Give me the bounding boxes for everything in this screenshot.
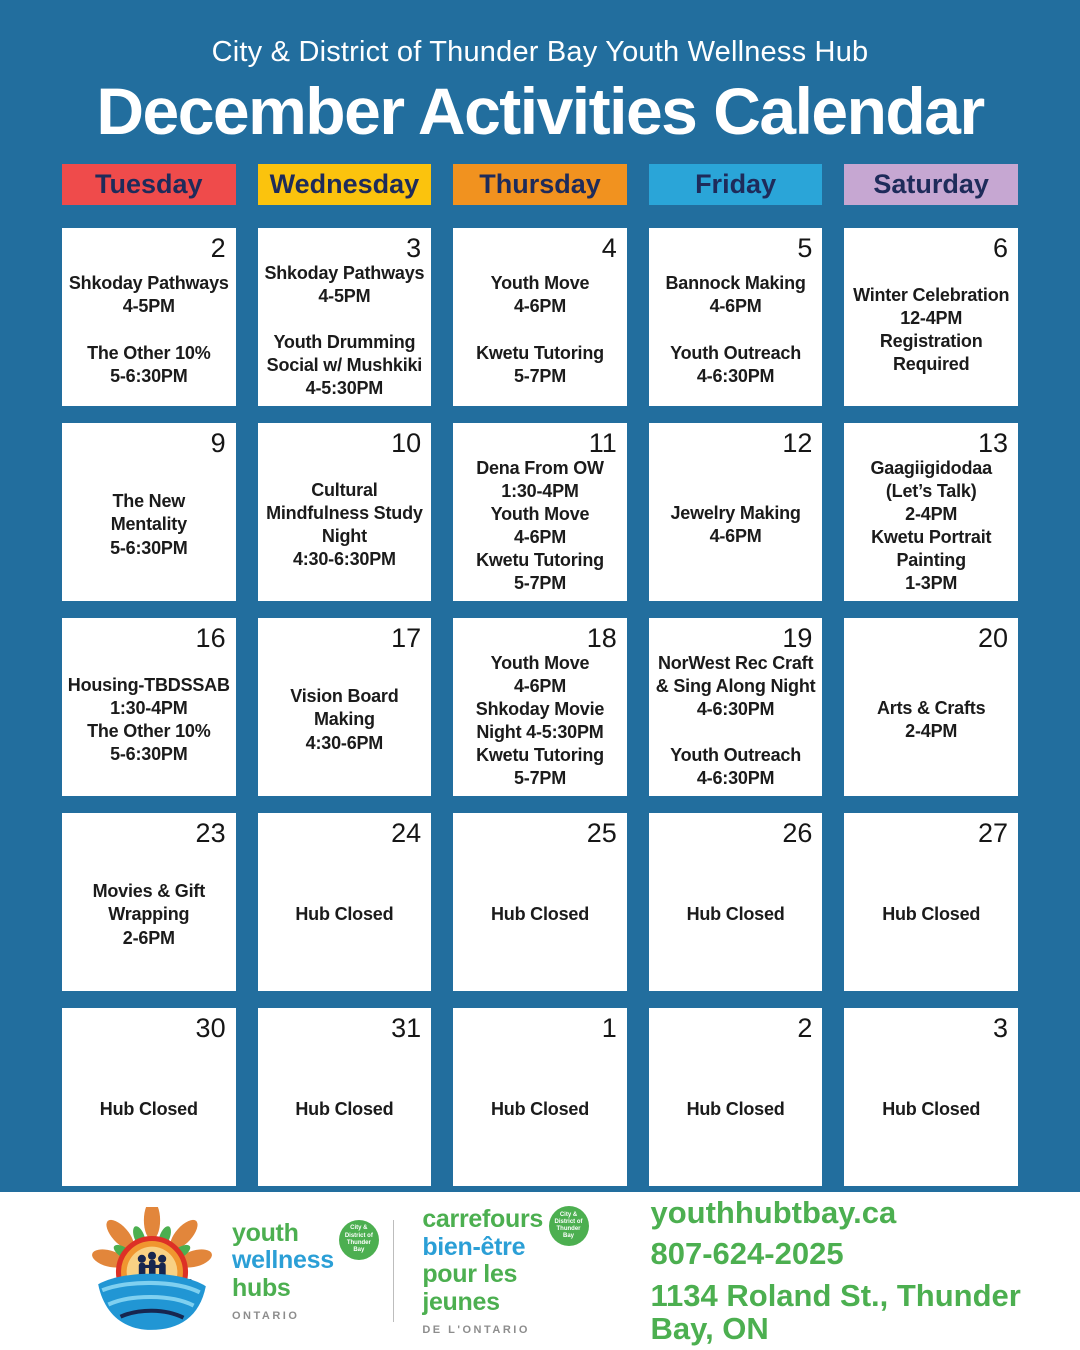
- date-number: 12: [782, 428, 813, 458]
- event-line: Youth Move: [490, 653, 590, 673]
- event-line: Hub Closed: [882, 904, 981, 925]
- cell-events: [62, 847, 236, 991]
- cell-events: [453, 847, 627, 991]
- event-line: 5-6:30PM: [110, 537, 188, 558]
- calendar-cell-1: [453, 1008, 627, 1186]
- event-line: Hub Closed: [99, 1099, 198, 1120]
- contact-info: [650, 1194, 1080, 1346]
- thunder-bay-badge-icon: City & District of Thunder Bay: [339, 1220, 379, 1260]
- calendar-cell-11: [453, 423, 627, 601]
- event-line: Making: [313, 709, 375, 730]
- event-block: [845, 457, 1017, 595]
- event-block: [650, 272, 822, 318]
- calendar-cell-31: [258, 1008, 432, 1186]
- cell-events: [649, 262, 823, 406]
- day-header-saturday: Saturday: [844, 164, 1018, 205]
- date-number: 3: [406, 233, 422, 263]
- event-line: 4:30-6:30PM: [292, 549, 396, 570]
- calendar-cell-16: [62, 618, 236, 796]
- event-line: Bannock Making: [665, 273, 806, 294]
- date-number: 2: [210, 233, 226, 263]
- logo-divider: [393, 1220, 394, 1322]
- cell-events: [453, 1042, 627, 1186]
- event-line: Winter Celebration: [853, 284, 1010, 305]
- event-line: Hub Closed: [295, 904, 394, 925]
- calendar-cell-10: [258, 423, 432, 601]
- event-block: [650, 744, 822, 790]
- event-line: Movies & Gift: [92, 881, 205, 902]
- calendar-cell-27: [844, 813, 1018, 991]
- cell-events: [258, 262, 432, 406]
- cell-events: [62, 457, 236, 601]
- date-number: 17: [391, 623, 422, 653]
- event-line: 4-5PM: [318, 286, 371, 307]
- logo-word-hubs: hubs: [232, 1273, 291, 1302]
- logo-text-fr: [422, 1206, 588, 1336]
- event-block: [259, 903, 431, 926]
- event-line: Night: [321, 526, 367, 546]
- event-block: [650, 1098, 822, 1121]
- calendar-cell-12: [649, 423, 823, 601]
- event-block: [259, 685, 431, 754]
- date-number: 27: [977, 818, 1008, 848]
- ywh-logo: [86, 1206, 589, 1336]
- calendar-cell-3: [258, 228, 432, 406]
- event-block: [845, 1098, 1017, 1121]
- calendar-cell-25: [453, 813, 627, 991]
- event-line: 4-6PM: [513, 296, 566, 317]
- event-line: 2-6PM: [122, 927, 175, 948]
- address: 1134 Roland St., Thunder Bay, ON: [650, 1278, 1021, 1346]
- event-block: [845, 284, 1017, 376]
- event-line: 4-5PM: [122, 296, 175, 317]
- cell-events: [649, 1042, 823, 1186]
- event-line: 1:30-4PM: [110, 697, 188, 718]
- event-line: The Other 10%: [87, 721, 211, 741]
- date-number: 13: [977, 428, 1008, 458]
- cell-events: [453, 652, 627, 796]
- calendar-cell-9: [62, 423, 236, 601]
- date-number: 23: [195, 818, 226, 848]
- event-line: 4-6:30PM: [696, 768, 775, 789]
- event-block: [650, 502, 822, 548]
- event-line: Mindfulness Study: [266, 502, 423, 523]
- calendar-cell-20: [844, 618, 1018, 796]
- day-header-wednesday: Wednesday: [258, 164, 432, 205]
- date-number: 2: [797, 1013, 813, 1043]
- event-block: [63, 490, 235, 559]
- cell-events: [649, 652, 823, 796]
- event-line: Kwetu Portrait: [871, 527, 992, 548]
- cell-events: [844, 457, 1018, 601]
- event-line: & Sing Along Night: [655, 676, 816, 697]
- cell-events: [453, 457, 627, 601]
- logo-ontario-label: ONTARIO: [232, 1310, 300, 1323]
- thunder-bay-badge-icon: City & District of Thunder Bay: [549, 1206, 589, 1246]
- date-number: 16: [195, 623, 226, 653]
- day-header-row: [0, 164, 1080, 205]
- event-line: Youth Outreach: [670, 745, 802, 766]
- event-line: Hub Closed: [490, 904, 589, 925]
- calendar-cell-18: [453, 618, 627, 796]
- cell-events: [649, 457, 823, 601]
- event-block: [63, 1098, 235, 1121]
- event-block: [259, 331, 431, 400]
- logo-word-pour-les-jeunes: pour les jeunes: [422, 1260, 518, 1316]
- event-line: Required: [892, 354, 970, 375]
- date-number: 9: [210, 428, 226, 458]
- calendar-cell-4: [453, 228, 627, 406]
- event-line: Youth Drumming: [273, 332, 416, 353]
- event-line: 5-7PM: [513, 365, 566, 386]
- date-number: 6: [992, 233, 1008, 263]
- event-block: [63, 272, 235, 318]
- event-line: Gaagiigidodaa: [870, 458, 992, 478]
- calendar-cell-19: [649, 618, 823, 796]
- cell-events: [844, 652, 1018, 796]
- event-block: [650, 903, 822, 926]
- date-number: 24: [391, 818, 422, 848]
- event-block: [845, 697, 1017, 743]
- event-block: [259, 1098, 431, 1121]
- event-line: Hub Closed: [686, 1099, 785, 1120]
- day-header-friday: Friday: [649, 164, 823, 205]
- event-line: 5-6:30PM: [110, 744, 188, 765]
- date-number: 11: [588, 428, 617, 458]
- date-number: 18: [586, 623, 617, 653]
- event-block: [454, 1098, 626, 1121]
- calendar-cell-23: [62, 813, 236, 991]
- event-line: 5-7PM: [513, 768, 566, 789]
- date-number: 19: [782, 623, 813, 653]
- website-link[interactable]: youthhubtbay.ca: [650, 1194, 897, 1230]
- date-number: 10: [391, 428, 422, 458]
- page-title: December Activities Calendar: [96, 74, 984, 148]
- event-block: [454, 457, 626, 595]
- event-block: [454, 272, 626, 318]
- event-line: Hub Closed: [490, 1099, 589, 1120]
- event-line: Shkoday Movie: [475, 699, 605, 720]
- logo-text-en: [232, 1220, 379, 1323]
- cell-events: [62, 262, 236, 406]
- logo-word-wellness: wellness: [232, 1246, 334, 1275]
- event-block: [845, 903, 1017, 926]
- event-line: 2-4PM: [905, 721, 958, 741]
- event-line: Kwetu Tutoring: [476, 342, 604, 363]
- sun-boat-logo-icon: [86, 1207, 218, 1335]
- event-line: Youth Move: [490, 504, 590, 525]
- event-line: 1:30-4PM: [501, 481, 579, 502]
- event-block: [650, 652, 822, 721]
- event-line: 4-6:30PM: [696, 699, 775, 720]
- event-line: The New: [112, 491, 186, 512]
- date-number: 20: [977, 623, 1008, 653]
- event-block: [454, 903, 626, 926]
- event-line: 2-4PM: [905, 504, 958, 525]
- cell-events: [258, 847, 432, 991]
- event-line: 4-6PM: [709, 296, 762, 317]
- event-line: Hub Closed: [882, 1099, 981, 1120]
- date-number: 3: [992, 1013, 1008, 1043]
- event-block: [63, 880, 235, 949]
- day-header-thursday: Thursday: [453, 164, 627, 205]
- event-line: Kwetu Tutoring: [476, 550, 604, 571]
- event-line: 4-6PM: [513, 527, 566, 548]
- event-line: Wrapping: [108, 904, 190, 925]
- event-line: Arts & Crafts: [876, 697, 986, 718]
- event-block: [454, 652, 626, 790]
- cell-events: [62, 1042, 236, 1186]
- cell-events: [453, 262, 627, 406]
- calendar-cell-26: [649, 813, 823, 991]
- event-line: Dena From OW: [476, 458, 604, 478]
- event-line: Shkoday Pathways: [264, 263, 425, 283]
- event-line: 5-6:30PM: [110, 365, 188, 386]
- date-number: 1: [601, 1013, 617, 1043]
- event-line: Social w/ Mushkiki: [266, 355, 423, 376]
- event-line: Youth Move: [490, 273, 590, 294]
- event-block: [650, 342, 822, 388]
- event-line: Cultural: [311, 479, 378, 500]
- cell-events: [844, 1042, 1018, 1186]
- event-line: Painting: [896, 550, 966, 571]
- cell-events: [258, 457, 432, 601]
- calendar-cell-24: [258, 813, 432, 991]
- event-line: 4-6PM: [709, 526, 762, 546]
- event-block: [259, 262, 431, 308]
- event-line: 4-6PM: [513, 676, 566, 697]
- phone-number: 807-624-2025: [650, 1236, 844, 1272]
- calendar-cell-6: [844, 228, 1018, 406]
- event-line: 4-6:30PM: [696, 365, 775, 386]
- footer: [0, 1192, 1080, 1350]
- logo-word-youth: youth: [232, 1218, 299, 1247]
- cell-events: [844, 262, 1018, 406]
- calendar-cell-2: [62, 228, 236, 406]
- event-line: Hub Closed: [295, 1099, 394, 1120]
- event-line: Shkoday Pathways: [68, 273, 229, 294]
- event-line: Night 4-5:30PM: [476, 722, 604, 743]
- event-block: [63, 342, 235, 388]
- calendar-cell-5: [649, 228, 823, 406]
- event-line: Registration: [879, 331, 983, 351]
- event-line: Jewelry Making: [670, 502, 801, 523]
- event-block: [259, 479, 431, 571]
- date-number: 25: [586, 818, 617, 848]
- day-header-tuesday: Tuesday: [62, 164, 236, 205]
- event-line: 12-4PM: [900, 307, 963, 328]
- date-number: 30: [195, 1013, 226, 1043]
- calendar-cell-30: [62, 1008, 236, 1186]
- calendar-cell-2: [649, 1008, 823, 1186]
- calendar-cell-17: [258, 618, 432, 796]
- calendar-grid: [0, 228, 1080, 1186]
- event-line: Youth Outreach: [670, 342, 802, 363]
- event-line: 5-7PM: [513, 573, 566, 594]
- event-line: 4:30-6PM: [305, 732, 384, 753]
- event-block: [454, 342, 626, 388]
- event-line: Housing-TBDSSAB: [67, 674, 230, 695]
- cell-events: [649, 847, 823, 991]
- event-line: Vision Board: [290, 686, 399, 707]
- event-line: 4-5:30PM: [305, 378, 384, 399]
- calendar-cell-3: [844, 1008, 1018, 1186]
- logo-word-carrefours: carrefours: [422, 1205, 543, 1233]
- event-line: NorWest Rec Craft: [657, 653, 814, 673]
- cell-events: [258, 652, 432, 796]
- event-line: The Other 10%: [87, 342, 211, 363]
- cell-events: [844, 847, 1018, 991]
- event-block: [63, 674, 235, 766]
- date-number: 31: [391, 1013, 422, 1043]
- cell-events: [258, 1042, 432, 1186]
- event-line: Kwetu Tutoring: [476, 745, 604, 766]
- date-number: 26: [782, 818, 813, 848]
- date-number: 5: [797, 233, 813, 263]
- event-line: 1-3PM: [905, 573, 958, 594]
- event-line: (Let’s Talk): [885, 481, 977, 502]
- date-number: 4: [601, 233, 617, 263]
- logo-de-lontario-label: DE L'ONTARIO: [422, 1324, 530, 1336]
- logo-word-bien-etre: bien-être: [422, 1232, 526, 1261]
- org-subtitle: City & District of Thunder Bay Youth Wellness Hub: [211, 36, 869, 68]
- event-line: Hub Closed: [686, 904, 785, 925]
- event-line: Mentality: [110, 514, 187, 535]
- cell-events: [62, 652, 236, 796]
- calendar-cell-13: [844, 423, 1018, 601]
